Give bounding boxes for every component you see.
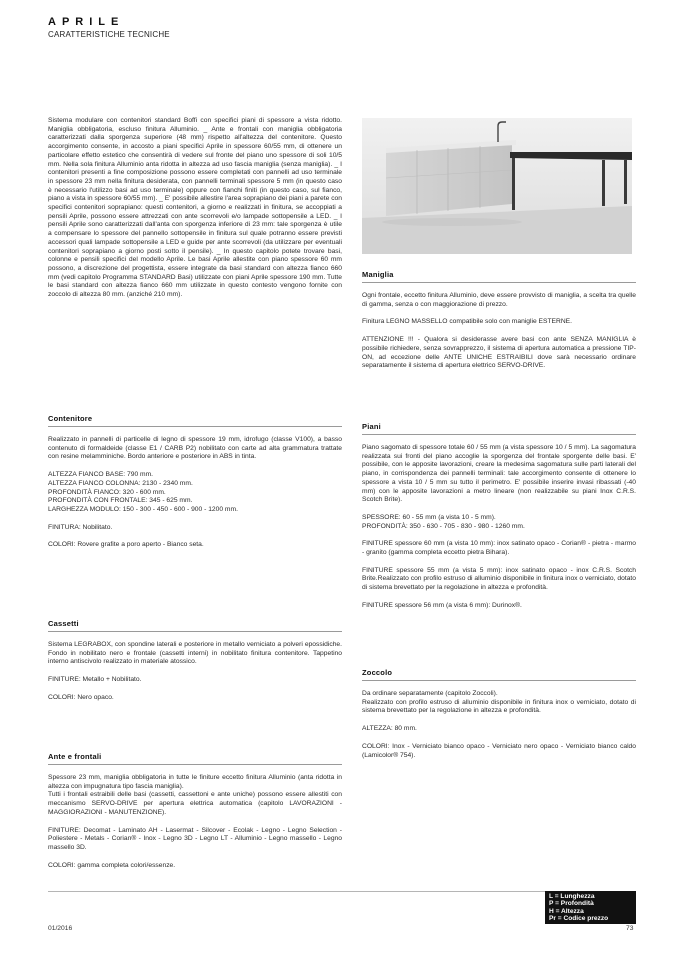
cassetti-title: Cassetti: [48, 619, 342, 632]
contenitore-text: Realizzato in pannelli di particelle di legno di spessore 19 mm, idrofugo (classe V100), a basso contenuto di formaldeide (classe E1 / CARB P2) nobilitato con carte ad alta grammatura trattate con resine melamminiche. Bordo anteriore e posteriore in ABS in tinta.: [48, 436, 342, 461]
intro-paragraph: Sistema modulare con contenitori standard Boffi con specifici piani di spessore a vista ridotto. Maniglia obbligatoria, escluso finitura Alluminio. _ Ante e frontali con maniglia obbligatoria caratterizzati dalla sporgenza superiore (48 mm) rispetto all'altezza del contenitore. Questo accorgimento consente, in accosto a piani specifici Aprile in spessore 60/55 mm, di ottenere un particolare effetto estetico che consentirà di vedere sul fronte del piano uno spessore di soli 10/5 mm. Nella sola finitura Alluminio anta ridotta in altezza ad uso fascia maniglia (senza maniglia). _ I contenitori presenti a fine composizione possono essere completati con pannelli ad uso terminale in spessore 23 mm nella finitura desiderata, con pannelli terminali spessore 5 mm (in questo caso è necessario l'utilizzo basi ad uso terminale) oppure con fianchi finiti (in questo caso, sul fianco, piano a vista in spessore 60/55 mm). _ E' possibile allestire l'area soprapiano dei piani a parete con specifici contenitori soprapiano: questi contenitori, a giorno e realizzati in finitura, se accoppiati a pensili Aprile, possono essere attrezzati con ante scorrevoli e/o lampade sottopensile a LED. _ I pensili Aprile sono caratterizzati dall'anta con sporgenza inferiore di 23 mm: tale sporgenza è utile a compensare lo spessore del pannello sottopensile in finitura sul quale potranno essere previsti accessori quali lampade sottopensile a LED e guide per ante scorrevoli (da utilizzare per eventuali contenitori soprapiano a giorno posti sotto il pensile). _ In questo capitolo potete trovare basi, colonne e pensili specifici del modello Aprile. Le basi Aprile allestite con piano spessore 60 mm possono, a discrezione del progettista, essere integrate da basi standard con altezza fianco 660 mm (vedi capitolo Programma STANDARD Basi) utilizzate con piani Aprile spessore 190 mm. Tutte le basi standard con altezza fianco 660 mm utilizzate in questo contesto vengono fornite con zoccolo di altezza 80 mm. (anziché 210 mm).: [48, 117, 342, 299]
zoccolo-title: Zoccolo: [362, 668, 636, 681]
page-number: 73: [626, 925, 634, 932]
ante-text: Spessore 23 mm, maniglia obbligatoria in tutte le finiture eccetto finitura Alluminio (anta ridotta in altezza con impugnatura tipo fascia maniglia). Tutti i frontali estraibili delle basi (cassetti, cassettoni e ante uniche) possono essere allestiti con meccanismo SERVO-DRIVE per apertura elettrica automatica (capitolo LAVORAZIONI - MAGGIORAZIONI - MANUTENZIONE).: [48, 774, 342, 816]
zoccolo-colori: COLORI: Inox - Verniciato bianco opaco - Verniciato nero opaco - Verniciato bianco caldo (Lamicolor® 754).: [362, 742, 636, 759]
contenitore-colori: COLORI: Rovere grafite a poro aperto - Bianco seta.: [48, 541, 204, 549]
piani-spessore: SPESSORE: 60 - 55 mm (a vista 10 - 5 mm).: [362, 513, 496, 521]
spec-line: ALTEZZA FIANCO BASE: 790 mm.: [48, 471, 154, 479]
legend-box: L = Lunghezza P = Profondità H = Altezza Pr = Codice prezzo: [545, 891, 636, 924]
zoccolo-text: Da ordinare separatamente (capitolo Zoccoli). Realizzato con profilo estruso di alluminio disponibile in finitura inox o verniciato, dotato di sistema brevettato per la regolazione in altezza e profondità.: [362, 690, 636, 715]
piani-profondita: PROFONDITÀ: 350 - 630 - 705 - 830 - 980 - 1260 mm.: [362, 522, 525, 530]
maniglia-text-2: Finitura LEGNO MASSELLO compatibile solo con maniglie ESTERNE.: [362, 318, 572, 326]
spec-line: PROFONDITÀ CON FRONTALE: 345 - 625 mm.: [48, 497, 193, 505]
piani-title: Piani: [362, 422, 636, 435]
footer-date: 01/2016: [48, 925, 73, 932]
spec-line: LARGHEZZA MODULO: 150 - 300 - 450 - 600 - 900 - 1200 mm.: [48, 505, 238, 513]
maniglia-text-1: Ogni frontale, eccetto finitura Alluminio, deve essere provvisto di maniglia, a scelta tra quelle di gamma, senza o con maggiorazione di prezzo.: [362, 292, 636, 308]
piani-finiture-55: FINITURE spessore 55 mm (a vista 5 mm): inox satinato opaco - inox C.R.S. Scotch Brite.Realizzato con profilo estruso di alluminio disponibile in finitura inox o verniciato, dotato di sistema brevettato per la regolazione in altezza e profondità.: [362, 566, 636, 592]
contenitore-finitura: FINITURA: Nobilitato.: [48, 523, 113, 531]
piani-finiture-56: FINITURE spessore 56 mm (a vista 6 mm): Durinox®.: [362, 601, 522, 609]
page-title: APRILE: [48, 16, 125, 28]
page-subtitle: CARATTERISTICHE TECNICHE: [48, 30, 170, 39]
cassetti-finiture: FINITURE: Metallo + Nobilitato.: [48, 676, 142, 684]
kitchen-photo: [362, 118, 632, 254]
spec-line: PROFONDITÀ FIANCO: 320 - 600 mm.: [48, 488, 166, 496]
piani-text: Piano sagomato di spessore totale 60 / 55 mm (a vista spessore 10 / 5 mm). La sagomatura realizzata sui fronti del piano accoglie la sporgenza del frontale sporgente delle basi. E' possibile, con le apposite lavorazioni, creare la medesima sagomatura sulle parti laterali del piano, in corrispondenza dei pannelli terminali: tale accorgimento consente di ottenere lo spessore a vista 10 / 5 mm su tutto il perimetro. E' possibile inserire invasi ribassati (-40 mm) con le apposite lavorazioni a metro lineare (non realizzabile su piani Inox C.R.S. Scotch Brite).: [362, 444, 636, 504]
spec-line: ALTEZZA FIANCO COLONNA: 2130 - 2340 mm.: [48, 479, 193, 487]
maniglia-text-3: ATTENZIONE !!! - Qualora si desiderasse avere basi con ante SENZA MANIGLIA è possibile richiedere, senza sovrapprezzo, il sistema di apertura automatica a pressione TIP-ON, ad eccezione delle ANTE UNICHE ESTRAIBILI dove sarà necessario ordinare separatamente il sistema di apertura elettrico SERVO-DRIVE.: [362, 336, 636, 370]
piani-finiture-60: FINITURE spessore 60 mm (a vista 10 mm): inox satinato opaco - Corian® - pietra - marmo - granito (gamma completa eccetto pietra Bihara).: [362, 540, 636, 557]
ante-finiture: FINITURE: Decomat - Laminato AH - Lasermat - Silcover - Ecolak - Legno - Legno Selection - Poliestere - Metals - Corian® - Inox - Legno 3D - Legno LT - Alluminio - Legno massello - Legno massello 3D.: [48, 826, 342, 851]
zoccolo-altezza: ALTEZZA: 80 mm.: [362, 725, 417, 733]
cassetti-text: Sistema LEGRABOX, con spondine laterali e posteriore in metallo verniciato a polveri epossidiche. Fondo in nobilitato nero e frontale (cassetti interni) in nobilitato finitura contenitore. Tappetino interno antiscivolo realizzato in materiale atossico.: [48, 641, 342, 666]
ante-title: Ante e frontali: [48, 752, 342, 765]
cassetti-colori: COLORI: Nero opaco.: [48, 693, 114, 701]
contenitore-title: Contenitore: [48, 414, 342, 427]
maniglia-title: Maniglia: [362, 270, 636, 283]
ante-colori: COLORI: gamma completa colori/essenze.: [48, 861, 176, 869]
